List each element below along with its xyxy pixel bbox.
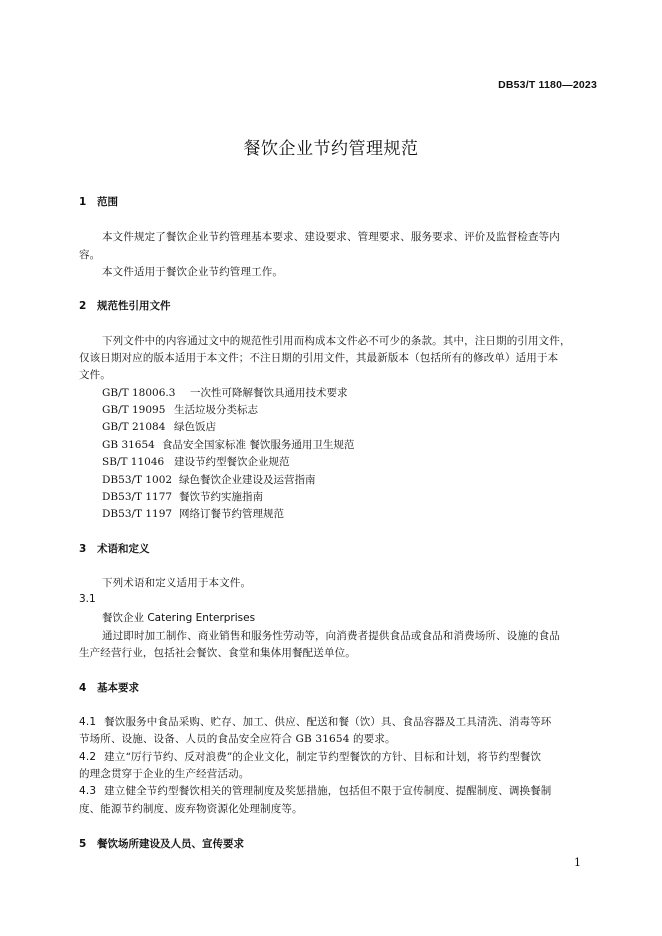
section-5-heading	[79, 836, 244, 851]
clause-text: 建立“厉行节约、反对浪费”的企业文化，制定节约型餐饮的方针、目标和计划，将节约型餐饮	[104, 751, 542, 763]
section-2-intro-line3: 文件。	[79, 369, 111, 381]
reference-item	[102, 472, 316, 487]
reference-code: GB/T 19095	[102, 404, 166, 416]
section-number: 5	[79, 838, 87, 850]
clause-4-3-line2: 度、能源节约制度、废弃物资源化处理制度等。	[79, 803, 303, 815]
section-number: 1	[79, 196, 87, 208]
reference-title: 食品安全国家标准 餐饮服务通用卫生规范	[162, 439, 355, 451]
reference-code: DB53/T 1197	[102, 508, 173, 520]
section-title: 规范性引用文件	[97, 300, 171, 312]
reference-title: 网络订餐节约管理规范	[179, 508, 284, 520]
reference-item	[102, 437, 354, 452]
reference-item	[102, 385, 348, 400]
reference-item	[102, 506, 284, 521]
term-number: 3.1	[79, 593, 96, 605]
section-4-heading	[79, 680, 139, 695]
section-2-intro-line2: 仅该日期对应的版本适用于本文件；不注日期的引用文件，其最新版本（包括所有的修改单）适用于本	[79, 352, 559, 364]
term-definition-line2: 生产经营行业，包括社会餐饮、食堂和集体用餐配送单位。	[79, 647, 356, 659]
section-number: 4	[79, 682, 87, 694]
reference-title: 一次性可降解餐饮具通用技术要求	[190, 387, 348, 399]
reference-code: GB 31654	[102, 439, 155, 451]
reference-title: 生活垃圾分类标志	[174, 404, 258, 416]
section-2-heading	[79, 298, 171, 313]
section-number: 2	[79, 300, 87, 312]
reference-title: 餐饮节约实施指南	[179, 491, 263, 503]
reference-code: DB53/T 1177	[102, 491, 173, 503]
reference-code: GB/T 18006.3	[102, 387, 176, 399]
reference-title: 建设节约型餐饮企业规范	[174, 456, 290, 468]
clause-4-3-line1	[79, 783, 551, 798]
reference-code: SB/T 11046	[102, 456, 165, 468]
section-1-para1-line1: 本文件规定了餐饮企业节约管理基本要求、建设要求、管理要求、服务要求、评价及监督检查等内	[102, 231, 560, 243]
section-title: 术语和定义	[97, 543, 150, 555]
page-number: 1	[574, 856, 581, 869]
section-1-para1-line2: 容。	[79, 249, 101, 261]
reference-title: 绿色餐饮企业建设及运营指南	[179, 474, 316, 486]
clause-number: 4.3	[79, 785, 97, 797]
standard-code: DB53/T 1180—2023	[498, 79, 597, 91]
clause-4-2-line1	[79, 749, 541, 764]
section-title: 基本要求	[97, 682, 139, 694]
reference-code: GB/T 21084	[102, 421, 166, 433]
section-number: 3	[79, 543, 87, 555]
reference-item	[102, 489, 263, 504]
reference-title: 绿色饭店	[174, 421, 216, 433]
clause-number: 4.2	[79, 751, 97, 763]
section-3-heading	[79, 541, 150, 556]
clause-4-1-line1	[79, 714, 551, 729]
section-title: 范围	[97, 196, 118, 208]
clause-text: 建立健全节约型餐饮相关的管理制度及奖惩措施，包括但不限于宣传制度、提醒制度、调换餐制	[104, 785, 552, 797]
clause-number: 4.1	[79, 716, 97, 728]
section-1-para2: 本文件适用于餐饮企业节约管理工作。	[102, 266, 284, 278]
term-definition-line1: 通过即时加工制作、商业销售和服务性劳动等，向消费者提供食品或食品和消费场所、设施的食品	[102, 630, 560, 642]
reference-item	[102, 419, 216, 434]
reference-item	[102, 402, 258, 417]
reference-item	[102, 454, 290, 469]
section-2-intro-line1: 下列文件中的内容通过文中的规范性引用而构成本文件必不可少的条款。其中，注日期的引用文件，	[102, 335, 571, 347]
section-3-intro: 下列术语和定义适用于本文件。	[102, 577, 252, 589]
term-name: 餐饮企业 Catering Enterprises	[102, 612, 256, 624]
section-1-heading	[79, 194, 118, 209]
section-title: 餐饮场所建设及人员、宣传要求	[97, 838, 244, 850]
reference-code: DB53/T 1002	[102, 474, 173, 486]
clause-text: 餐饮服务中食品采购、贮存、加工、供应、配送和餐（饮）具、食品容器及工具清洗、消毒等环	[104, 716, 552, 728]
clause-4-1-line2: 节场所、设施、设备、人员的食品安全应符合 GB 31654 的要求。	[79, 733, 396, 745]
document-title: 餐饮企业节约管理规范	[243, 139, 419, 159]
clause-4-2-line2: 的理念贯穿于企业的生产经营活动。	[79, 768, 250, 780]
